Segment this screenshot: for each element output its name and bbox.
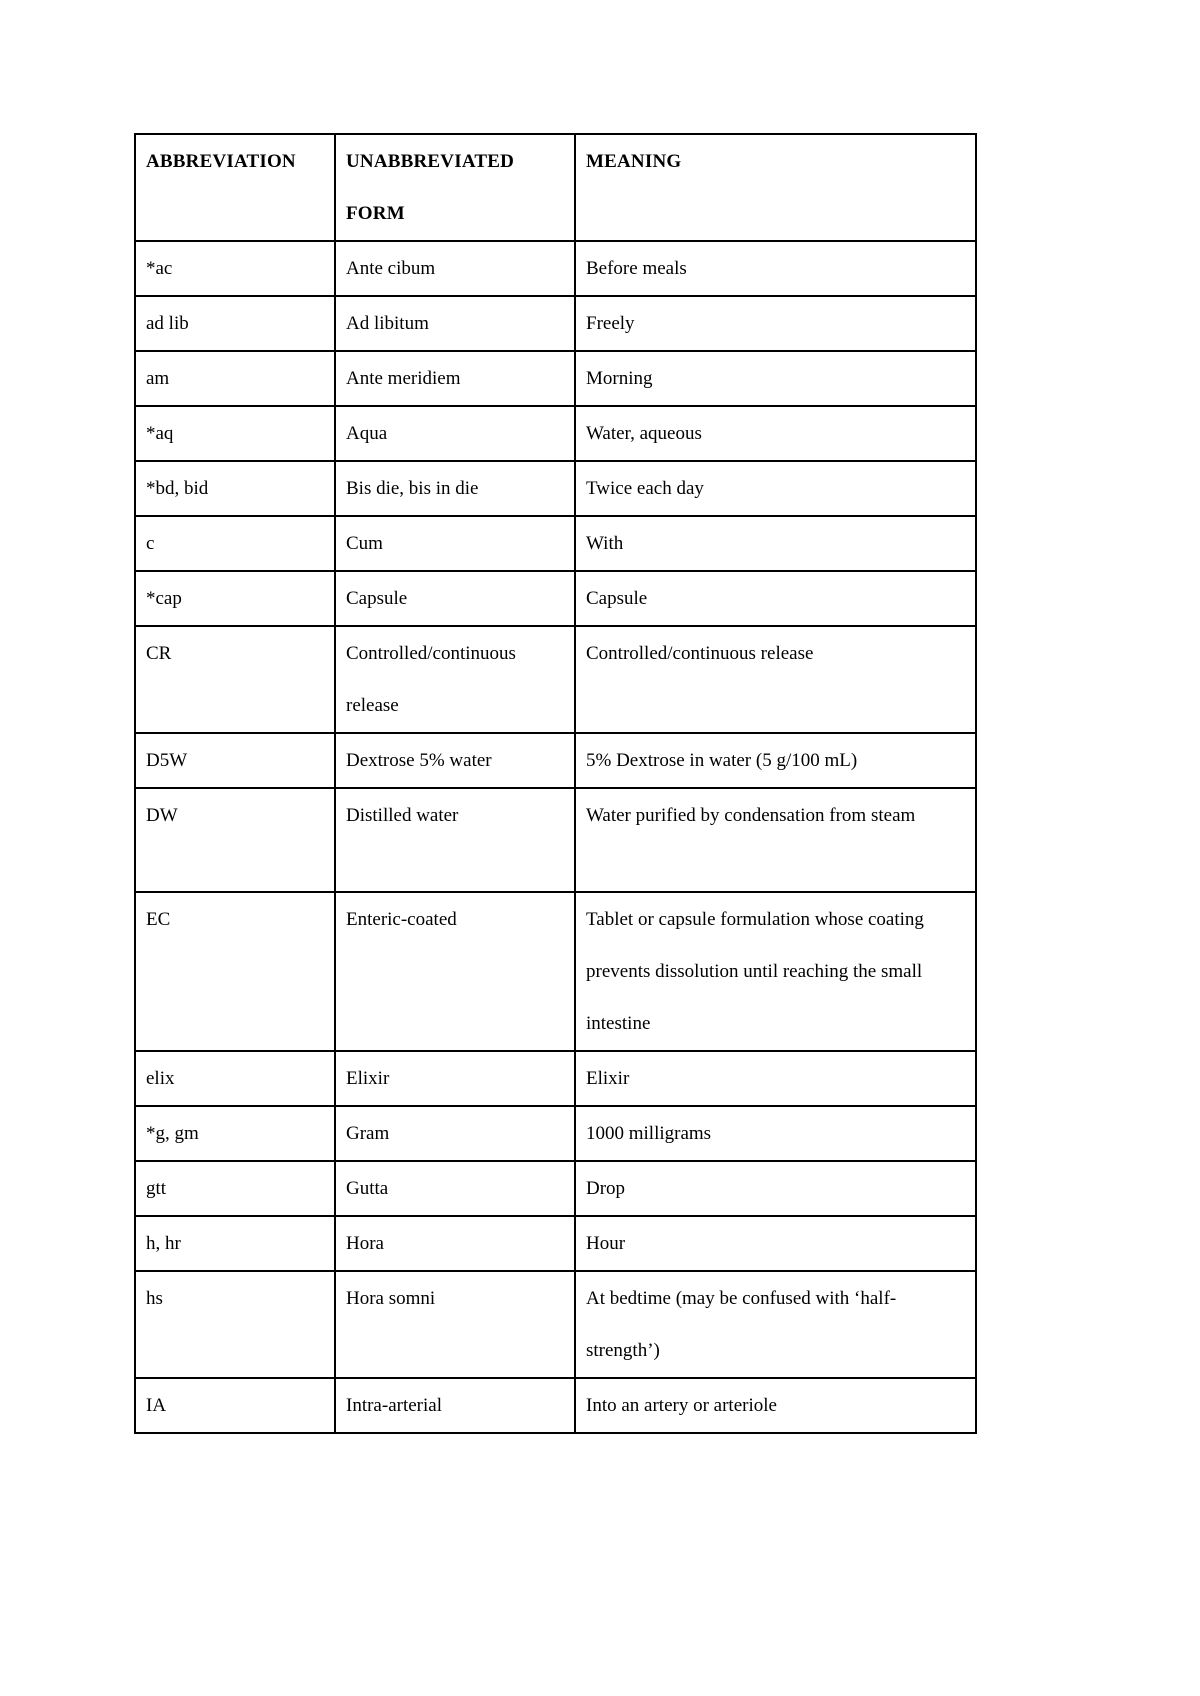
table-row: [135, 892, 976, 1051]
unabbreviated-cell: Ante cibum: [335, 241, 575, 296]
meaning-cell: Twice each day: [575, 461, 976, 516]
meaning-cell: Morning: [575, 351, 976, 406]
meaning-cell: Water purified by condensation from steam: [575, 788, 976, 892]
unabbreviated-cell: Gram: [335, 1106, 575, 1161]
table-row: [135, 1271, 976, 1378]
table-row: [135, 1216, 976, 1271]
meaning-cell: Capsule: [575, 571, 976, 626]
meaning-cell: Elixir: [575, 1051, 976, 1106]
table-row: [135, 516, 976, 571]
meaning-cell: Drop: [575, 1161, 976, 1216]
abbreviation-cell: D5W: [135, 733, 335, 788]
unabbreviated-cell: Hora: [335, 1216, 575, 1271]
unabbreviated-cell: Cum: [335, 516, 575, 571]
abbreviation-cell: c: [135, 516, 335, 571]
unabbreviated-cell: Capsule: [335, 571, 575, 626]
abbreviation-cell: DW: [135, 788, 335, 892]
table-row: [135, 733, 976, 788]
abbreviation-cell: *ac: [135, 241, 335, 296]
unabbreviated-cell: Controlled/continuous release: [335, 626, 575, 733]
table-header: [135, 134, 976, 241]
abbreviation-cell: h, hr: [135, 1216, 335, 1271]
table-row: [135, 626, 976, 733]
table-row: [135, 1106, 976, 1161]
table-row: [135, 1051, 976, 1106]
meaning-cell: With: [575, 516, 976, 571]
abbreviation-cell: EC: [135, 892, 335, 1051]
unabbreviated-cell: Aqua: [335, 406, 575, 461]
abbreviation-cell: hs: [135, 1271, 335, 1378]
abbreviation-cell: *g, gm: [135, 1106, 335, 1161]
header-abbreviation: ABBREVIATION: [135, 134, 335, 241]
abbreviation-cell: gtt: [135, 1161, 335, 1216]
meaning-cell: Tablet or capsule formulation whose coating prevents dissolution until reaching the small intestine: [575, 892, 976, 1051]
meaning-cell: Before meals: [575, 241, 976, 296]
meaning-cell: Water, aqueous: [575, 406, 976, 461]
meaning-cell: 1000 milligrams: [575, 1106, 976, 1161]
unabbreviated-cell: Elixir: [335, 1051, 575, 1106]
table-row: [135, 241, 976, 296]
unabbreviated-cell: Enteric-coated: [335, 892, 575, 1051]
abbreviation-cell: ad lib: [135, 296, 335, 351]
header-row: [135, 134, 976, 241]
table-row: [135, 406, 976, 461]
unabbreviated-cell: Ante meridiem: [335, 351, 575, 406]
abbreviation-cell: elix: [135, 1051, 335, 1106]
abbreviation-cell: *aq: [135, 406, 335, 461]
meaning-cell: Freely: [575, 296, 976, 351]
table-row: [135, 1378, 976, 1433]
unabbreviated-cell: Intra-arterial: [335, 1378, 575, 1433]
abbreviation-cell: *cap: [135, 571, 335, 626]
unabbreviated-cell: Distilled water: [335, 788, 575, 892]
abbreviation-cell: CR: [135, 626, 335, 733]
table-row: [135, 351, 976, 406]
header-unabbreviated-form: UNABBREVIATED FORM: [335, 134, 575, 241]
meaning-cell: Into an artery or arteriole: [575, 1378, 976, 1433]
meaning-cell: Hour: [575, 1216, 976, 1271]
table-row: [135, 571, 976, 626]
header-meaning: MEANING: [575, 134, 976, 241]
table-body: [135, 241, 976, 1433]
meaning-cell: At bedtime (may be confused with ‘half-strength’): [575, 1271, 976, 1378]
unabbreviated-cell: Bis die, bis in die: [335, 461, 575, 516]
unabbreviated-cell: Gutta: [335, 1161, 575, 1216]
unabbreviated-cell: Dextrose 5% water: [335, 733, 575, 788]
abbreviations-table: [134, 133, 977, 1434]
abbreviation-cell: IA: [135, 1378, 335, 1433]
unabbreviated-cell: Hora somni: [335, 1271, 575, 1378]
abbreviation-cell: *bd, bid: [135, 461, 335, 516]
meaning-cell: Controlled/continuous release: [575, 626, 976, 733]
meaning-cell: 5% Dextrose in water (5 g/100 mL): [575, 733, 976, 788]
abbreviation-cell: am: [135, 351, 335, 406]
unabbreviated-cell: Ad libitum: [335, 296, 575, 351]
table-row: [135, 1161, 976, 1216]
table-row: [135, 788, 976, 892]
table-row: [135, 296, 976, 351]
table-row: [135, 461, 976, 516]
